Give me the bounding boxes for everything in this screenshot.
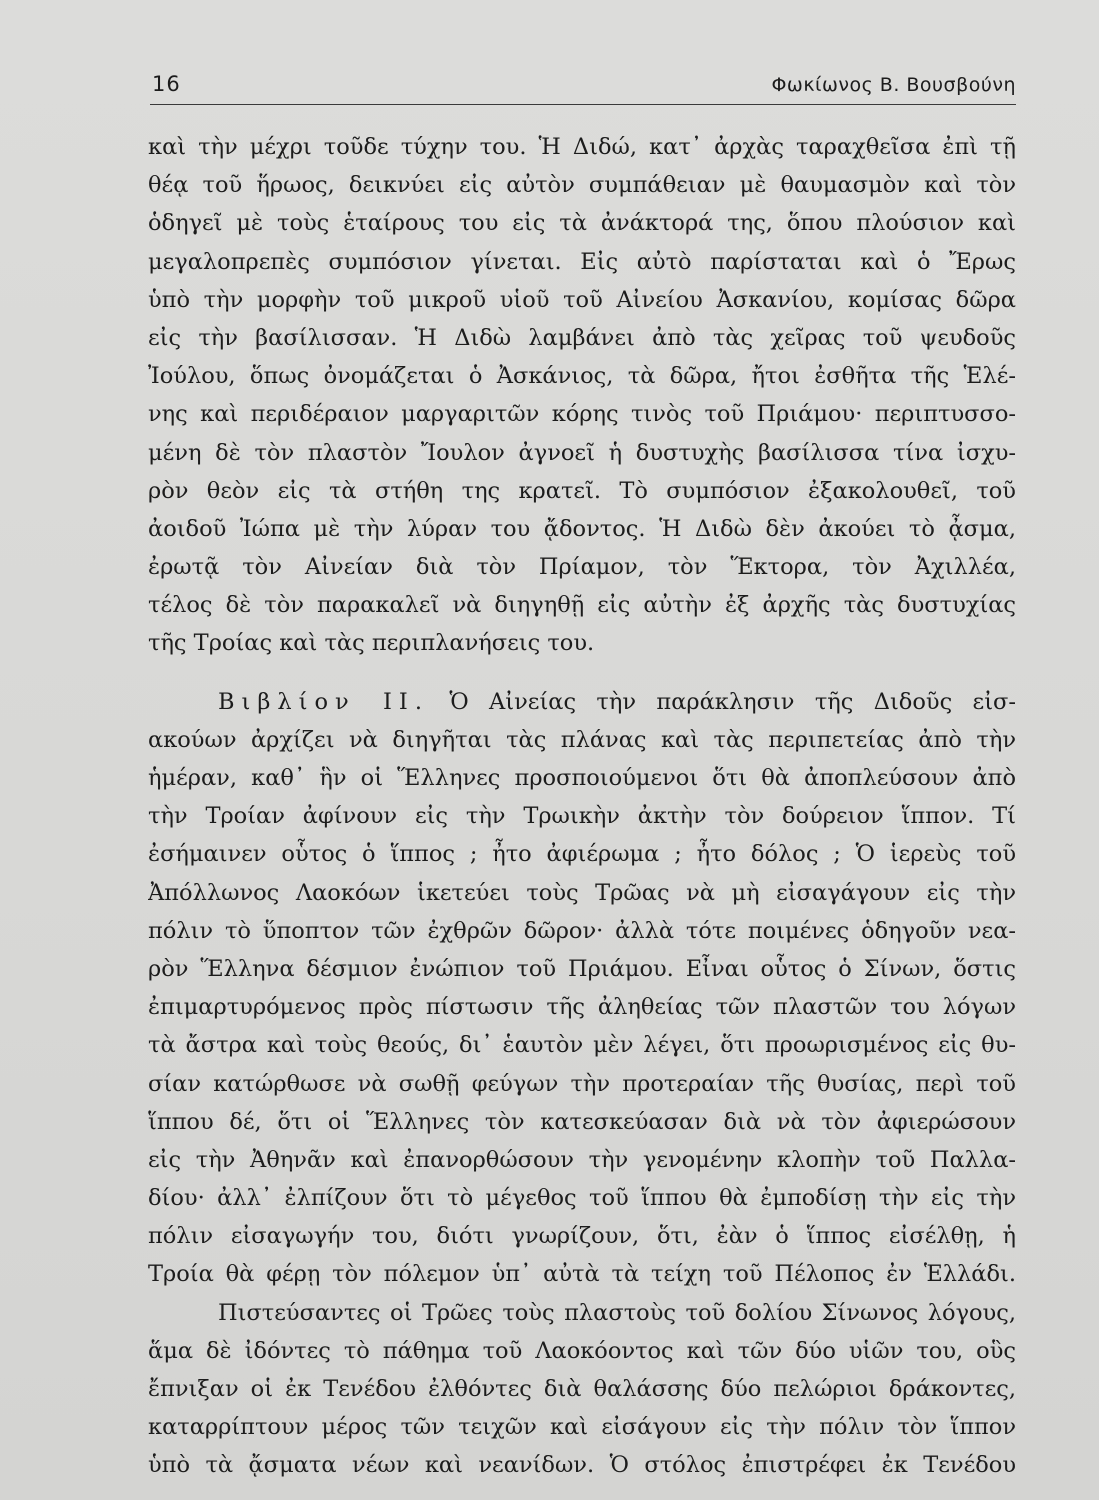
text-line: πόλιν εἰσαγωγήν του, διότι γνωρίζουν, ὅτι, ἐὰν ὁ ἵππος εἰσέλθῃ, ἡ bbox=[148, 1223, 1016, 1250]
text-line: ἐπιμαρτυρόμενος πρὸς πίστωσιν τῆς ἀληθείας τῶν πλαστῶν του λόγων bbox=[148, 994, 1016, 1021]
text-line: εἰς τὴν Ἀθηνᾶν καὶ ἐπανορθώσουν τὴν γενομένην κλοπὴν τοῦ Παλλα- bbox=[148, 1146, 1016, 1173]
text-line: ἡμέραν, καθ᾽ ἣν οἱ Ἕλληνες προσποιούμενοι ὅτι θὰ ἀποπλεύσουν ἀπὸ bbox=[148, 765, 1016, 791]
text-line: τῆς Τροίας καὶ τὰς περιπλανήσεις του. bbox=[148, 630, 595, 657]
text-line: νης καὶ περιδέραιον μαργαριτῶν κόρης τινὸς τοῦ Πριάμου· περιπτυσσο- bbox=[148, 401, 1016, 428]
text-line: ἐσήμαινεν οὗτος ὁ ἵππος ; ἦτο ἀφιέρωμα ; ἦτο δόλος ; Ὁ ἱερεὺς τοῦ bbox=[148, 841, 1016, 868]
paragraph-gap bbox=[148, 663, 1016, 683]
paragraph-3 bbox=[148, 1294, 1016, 1485]
header-rule bbox=[150, 104, 1016, 105]
text-line: ὁδηγεῖ μὲ τοὺς ἑταίρους του εἰς τὰ ἀνάκτορά της, ὅπου πλούσιον καὶ bbox=[148, 210, 1016, 237]
text-line: τὴν Τροίαν ἀφίνουν εἰς τὴν Τρωικὴν ἀκτὴν τὸν δούρειον ἵππον. Τί bbox=[148, 803, 1016, 830]
text-line: ὑπὸ τὴν μορφὴν τοῦ μικροῦ υἱοῦ τοῦ Αἰνείου Ἀσκανίου, κομίσας δῶρα bbox=[148, 286, 1016, 313]
text-line bbox=[148, 683, 1016, 721]
text-line: σίαν κατώρθωσε νὰ σωθῇ φεύγων τὴν προτεραίαν τῆς θυσίας, περὶ τοῦ bbox=[148, 1070, 1016, 1097]
text-line: ρὸν θεὸν εἰς τὰ στήθη της κρατεῖ. Τὸ συμπόσιον ἐξακολουθεῖ, τοῦ bbox=[148, 477, 1016, 504]
page-header bbox=[150, 68, 1016, 104]
text-line: Πιστεύσαντες οἱ Τρῶες τοὺς πλαστοὺς τοῦ δολίου Σίνωνος λόγους, bbox=[218, 1299, 1016, 1326]
text-line: εἰς τὴν βασίλισσαν. Ἡ Διδὼ λαμβάνει ἀπὸ τὰς χεῖρας τοῦ ψευδοῦς bbox=[148, 324, 1016, 351]
text-line: ακούων ἀρχίζει νὰ διηγῆται τὰς πλάνας καὶ τὰς περιπετείας ἀπὸ τὴν bbox=[148, 726, 1016, 753]
text-line: πόλιν τὸ ὕποπτον τῶν ἐχθρῶν δῶρον· ἀλλὰ τότε ποιμένες ὁδηγοῦν νεα- bbox=[148, 917, 1016, 944]
text-line: ἐρωτᾷ τὸν Αἰνείαν διὰ τὸν Πρίαμον, τὸν Ἕκτορα, τὸν Ἀχιλλέα, bbox=[148, 554, 1016, 581]
text-line: Ἀπόλλωνος Λαοκόων ἱκετεύει τοὺς Τρῶας νὰ μὴ εἰσαγάγουν εἰς τὴν bbox=[148, 879, 1016, 906]
text-line: τέλος δὲ τὸν παρακαλεῖ νὰ διηγηθῇ εἰς αὐτὴν ἐξ ἀρχῆς τὰς δυστυχίας bbox=[148, 592, 1016, 619]
text-line: τὰ ἄστρα καὶ τοὺς θεούς, δι᾽ ἑαυτὸν μὲν λέγει, ὅτι προωρισμένος εἰς θυ- bbox=[148, 1032, 1016, 1059]
text-line: ἅμα δὲ ἰδόντες τὸ πάθημα τοῦ Λαοκόοντος καὶ τῶν δύο υἱῶν του, οὓς bbox=[148, 1337, 1016, 1364]
book-label: Βιβλίον ΙΙ. bbox=[218, 688, 429, 715]
text-line: Τροία θὰ φέρῃ τὸν πόλεμον ὑπ᾽ αὐτὰ τὰ τείχη τοῦ Πέλοπος ἐν Ἑλλάδι. bbox=[148, 1261, 1016, 1288]
paragraph-2 bbox=[148, 683, 1016, 1294]
page-number: 16 bbox=[152, 72, 181, 96]
text-line: καὶ τὴν μέχρι τοῦδε τύχην του. Ἡ Διδώ, κατ᾽ ἀρχὰς ταραχθεῖσα ἐπὶ τῇ bbox=[148, 134, 1016, 160]
text-line: δίου· ἀλλ᾽ ἐλπίζουν ὅτι τὸ μέγεθος τοῦ ἵππου θὰ ἐμποδίσῃ τὴν εἰς τὴν bbox=[148, 1185, 1016, 1212]
text-line: ρὸν Ἕλληνα δέσμιον ἐνώπιον τοῦ Πριάμου. Εἶναι οὗτος ὁ Σίνων, ὅστις bbox=[148, 955, 1016, 982]
paragraph-1 bbox=[148, 128, 1016, 663]
text-line: ἀοιδοῦ Ἰώπα μὲ τὴν λύραν του ᾄδοντος. Ἡ Διδὼ δὲν ἀκούει τὸ ᾆσμα, bbox=[148, 515, 1016, 542]
text-span: Ὁ Αἰνείας τὴν παράκλησιν τῆς Διδοῦς εἰσ- bbox=[449, 688, 1016, 715]
body-text bbox=[148, 128, 1016, 1485]
text-line: μένη δὲ τὸν πλαστὸν Ἴουλον ἀγνοεῖ ἡ δυστυχὴς βασίλισσα τίνα ἰσχυ- bbox=[148, 439, 1016, 466]
text-line: μεγαλοπρεπὲς συμπόσιον γίνεται. Εἰς αὐτὸ παρίσταται καὶ ὁ Ἔρως bbox=[148, 248, 1016, 275]
text-line: καταρρίπτουν μέρος τῶν τειχῶν καὶ εἰσάγουν εἰς τὴν πόλιν τὸν ἵππον bbox=[148, 1414, 1016, 1441]
text-line: ἔπνιξαν οἱ ἐκ Τενέδου ἐλθόντες διὰ θαλάσσης δύο πελώριοι δράκοντες, bbox=[148, 1376, 1016, 1402]
text-line: ἵππου δέ, ὅτι οἱ Ἕλληνες τὸν κατεσκεύασαν διὰ νὰ τὸν ἀφιερώσουν bbox=[148, 1108, 1016, 1135]
running-title: Φωκίωνος Β. Βουσβούνη bbox=[771, 74, 1016, 96]
text-line: Ἰούλου, ὅπως ὀνομάζεται ὁ Ἀσκάνιος, τὰ δῶρα, ἤτοι ἐσθῆτα τῆς Ἑλέ- bbox=[148, 363, 1016, 390]
text-line: θέᾳ τοῦ ἥρωος, δεικνύει εἰς αὐτὸν συμπάθειαν μὲ θαυμασμὸν καὶ τὸν bbox=[148, 172, 1016, 199]
text-line: ὑπὸ τὰ ᾄσματα νέων καὶ νεανίδων. Ὁ στόλος ἐπιστρέφει ἐκ Τενέδου bbox=[148, 1452, 1016, 1479]
